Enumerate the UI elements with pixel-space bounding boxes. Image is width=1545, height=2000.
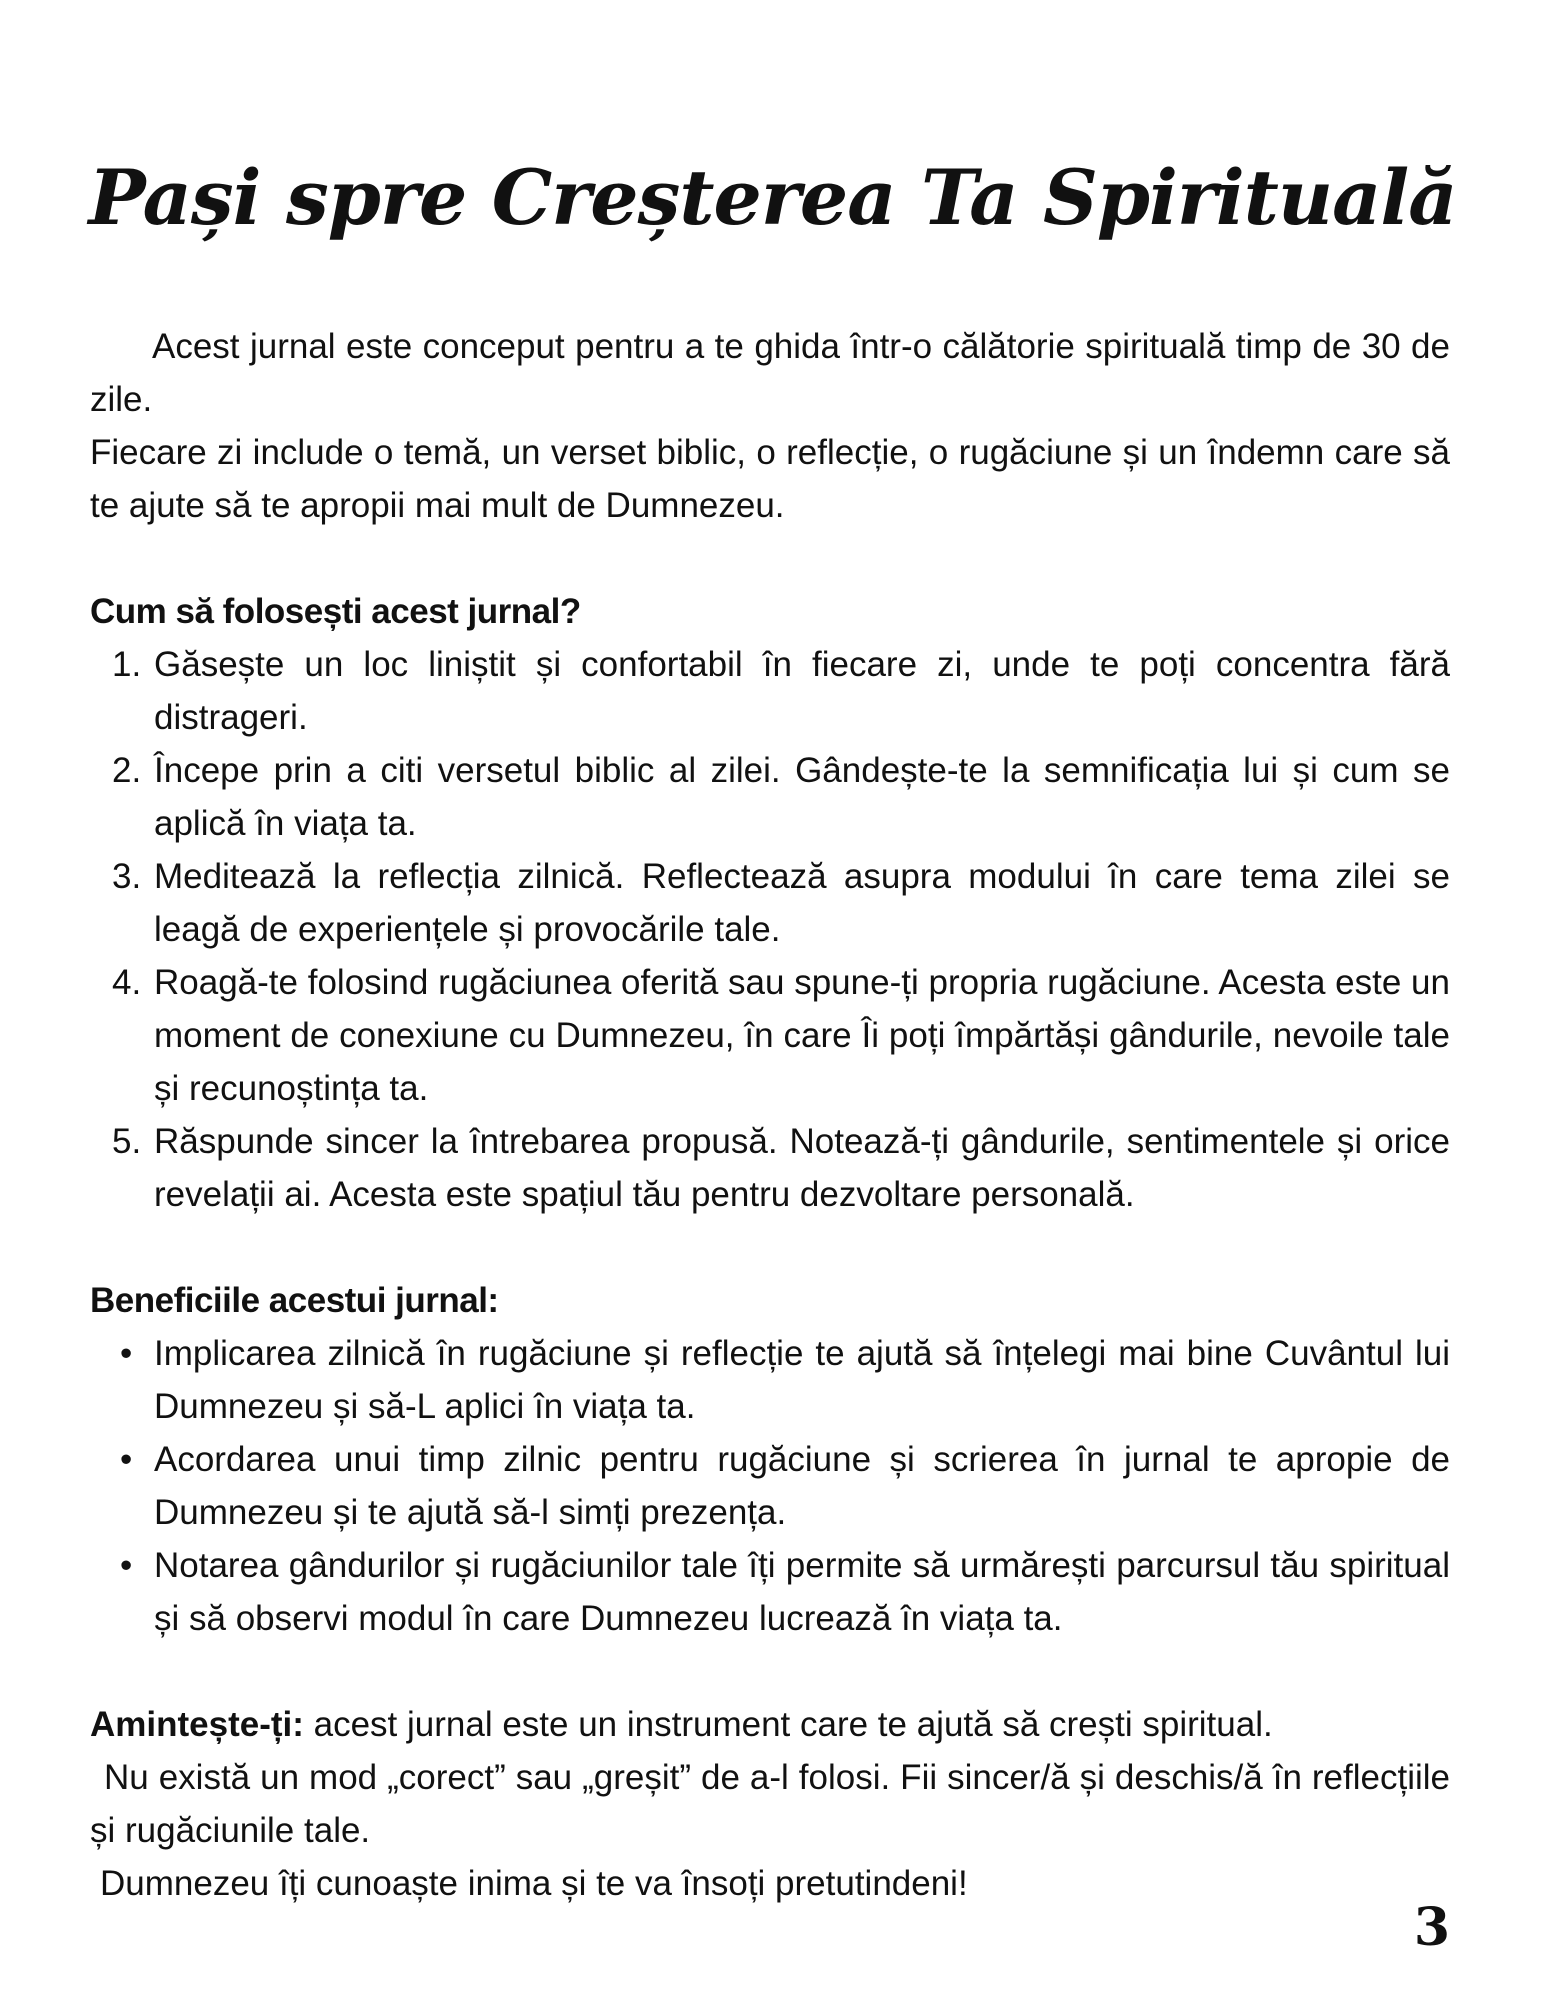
list-item-number: 3. [112, 857, 142, 896]
intro-paragraph-2: Fiecare zi include o temă, un verset biblic, o reflecție, o rugăciune și un îndemn care să te ajute să te apropii mai mult de Dumnezeu. [90, 433, 1450, 525]
list-item-number: 4. [112, 963, 142, 1002]
list-item [90, 1539, 1450, 1645]
reminder-label: Amintește-ți: [90, 1705, 304, 1744]
bullet-icon: • [120, 1334, 133, 1373]
list-item [90, 1433, 1450, 1539]
list-item [90, 850, 1450, 956]
list-item-text: Implicarea zilnică în rugăciune și reflecție te ajută să înțelegi mai bine Cuvântul lui Dumnezeu și să-L aplici în viața ta. [154, 1334, 1450, 1426]
list-item-text: Găsește un loc liniștit și confortabil în fiecare zi, unde te poți concentra fără distrageri. [154, 645, 1450, 737]
list-item-text: Răspunde sincer la întrebarea propusă. Notează-ți gândurile, sentimentele și orice revelații ai. Acesta este spațiul tău pentru dezvoltare personală. [154, 1122, 1450, 1214]
list-item-number: 5. [112, 1122, 142, 1161]
how-to-heading: Cum să folosești acest jurnal? [90, 592, 581, 631]
bullet-icon: • [120, 1546, 133, 1585]
reminder-line-3: Dumnezeu îți cunoaște inima și te va însoți pretutindeni! [100, 1864, 968, 1903]
reminder-line-2: Nu există un mod „corect” sau „greșit” de a-l folosi. Fii sincer/ă și deschis/ă în reflecțiile și rugăciunile tale. [90, 1758, 1450, 1850]
list-item-text: Meditează la reflecția zilnică. Reflectează asupra modului în care tema zilei se leagă de experiențele și provocările tale. [154, 857, 1450, 949]
list-item-text: Acordarea unui timp zilnic pentru rugăciune și scrierea în jurnal te apropie de Dumnezeu și te ajută să-l simți prezența. [154, 1440, 1450, 1532]
list-item [90, 638, 1450, 744]
reminder-text: acest jurnal este un instrument care te ajută să crești spiritual. [303, 1705, 1273, 1744]
page-number: 3 [1413, 1897, 1450, 1958]
list-item-number: 2. [112, 751, 142, 790]
list-item-number: 1. [112, 645, 142, 684]
list-item [90, 744, 1450, 850]
list-item-text: Roagă-te folosind rugăciunea oferită sau spune-ți propria rugăciune. Acesta este un moment de conexiune cu Dumnezeu, în care Îi poți împărtăși gândurile, nevoile tale și recunoștința ta. [154, 963, 1450, 1108]
list-item [90, 956, 1450, 1115]
list-item [90, 1327, 1450, 1433]
spacer [90, 532, 1450, 585]
bullet-icon: • [120, 1440, 133, 1479]
list-item-text: Notarea gândurilor și rugăciunilor tale îți permite să urmărești parcursul tău spiritual și să observi modul în care Dumnezeu lucrează în viața ta. [154, 1546, 1450, 1638]
list-item [90, 1115, 1450, 1221]
reminder-line-1 [90, 1698, 1450, 1751]
page-title: Pași spre Creșterea Ta Spirituală [88, 153, 1457, 242]
intro-paragraph-1: Acest jurnal este conceput pentru a te ghida într-o călătorie spirituală timp de 30 de zile. [90, 327, 1450, 419]
steps-list [90, 638, 1450, 1221]
spacer [90, 1221, 1450, 1274]
list-item-text: Începe prin a citi versetul biblic al zilei. Gândește-te la semnificația lui și cum se aplică în viața ta. [154, 751, 1450, 843]
spacer [90, 1645, 1450, 1698]
page-content [90, 320, 1450, 1910]
benefits-heading: Beneficiile acestui jurnal: [90, 1281, 499, 1320]
benefits-list [90, 1327, 1450, 1645]
